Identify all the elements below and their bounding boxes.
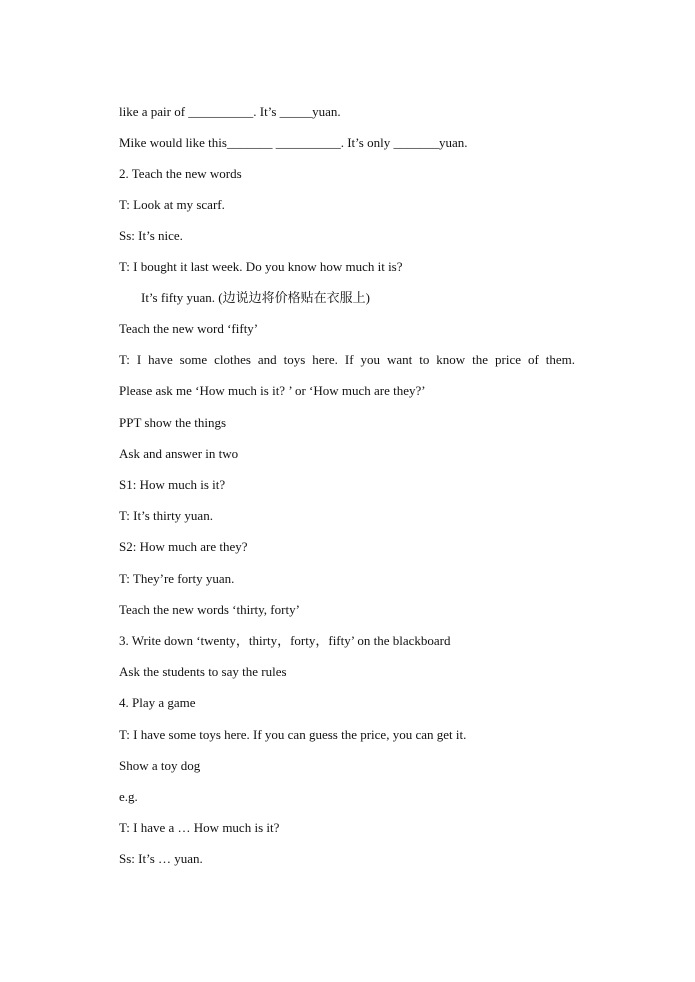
dialogue-line: T: I bought it last week. Do you know how much it is? [119,259,403,274]
fill-blank-line-pair: like a pair of __________. It’s _____yuan. [119,104,341,119]
dialogue-line: T: I have some clothes and toys here. If you want to know the price of them. [119,352,575,367]
instruction-line: Teach the new words ‘thirty, forty’ [119,602,300,617]
dialogue-line: Ss: It’s nice. [119,228,183,243]
fill-blank-line-mike: Mike would like this_______ __________. It’s only _______yuan. [119,135,468,150]
dialogue-line: S2: How much are they? [119,539,248,554]
dialogue-line: Please ask me ‘How much is it? ’ or ‘How much are they?’ [119,383,426,398]
dialogue-line: Ss: It’s … yuan. [119,851,203,866]
dialogue-line: S1: How much is it? [119,477,226,492]
step-heading-play-game: 4. Play a game [119,695,196,710]
instruction-line: PPT show the things [119,415,227,430]
example-label: e.g. [119,789,138,804]
dialogue-line: T: Look at my scarf. [119,197,225,212]
instruction-line: Teach the new word ‘fifty’ [119,321,259,336]
dialogue-line: T: I have a … How much is it? [119,820,280,835]
dialogue-line-indented: It’s fifty yuan. (边说边将价格贴在衣服上) [141,290,370,305]
dialogue-line: T: I have some toys here. If you can guess the price, you can get it. [119,727,467,742]
dialogue-line: T: They’re forty yuan. [119,571,235,586]
instruction-line: Show a toy dog [119,758,201,773]
step-heading-teach-words: 2. Teach the new words [119,166,242,181]
instruction-line: Ask and answer in two [119,446,239,461]
step-heading-write-down: 3. Write down ‘twenty，thirty，forty，fifty’ on the blackboard [119,633,451,648]
instruction-line: Ask the students to say the rules [119,664,287,679]
dialogue-line: T: It’s thirty yuan. [119,508,213,523]
